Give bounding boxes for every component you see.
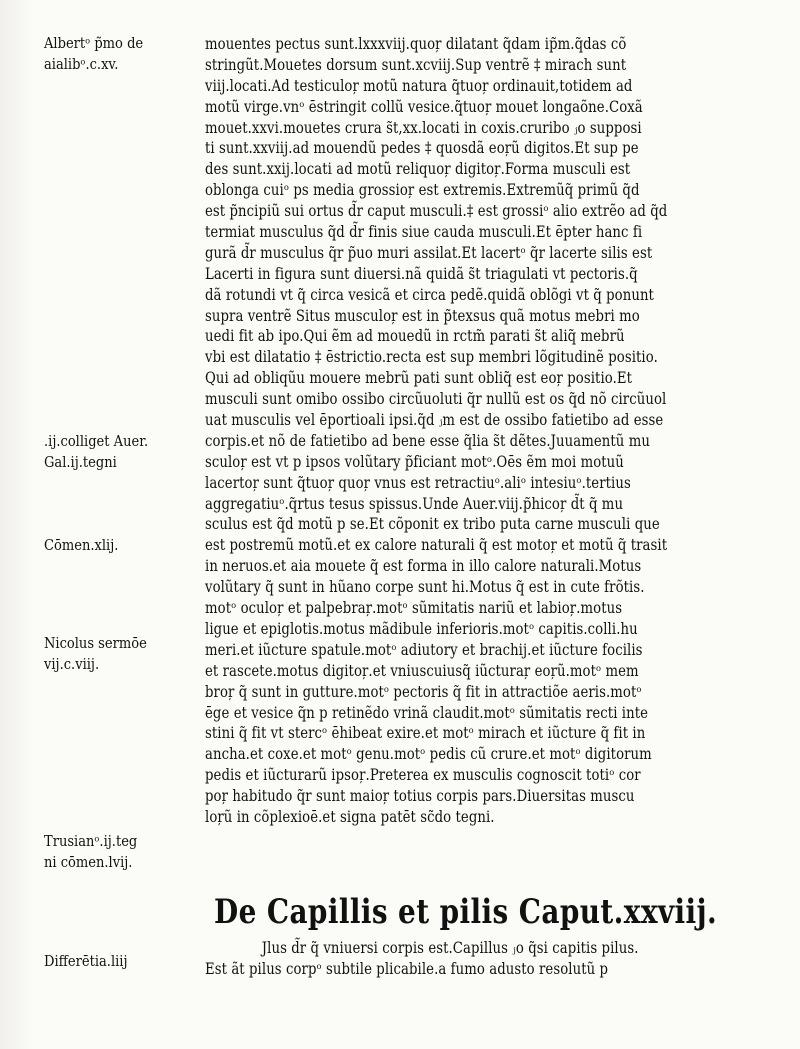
text-line: stini q̃ fit vt stercᵒ ēhibeat exire.et motᵒ mirach et iũcture q̃ fit in <box>205 724 646 743</box>
text-line: est postremũ motũ.et ex calore naturali q̃ est motoŗ et motũ q̃ trasit <box>205 536 668 555</box>
text-line: sculoŗ est vt p ipsos volũtary p̃ficiant motᵒ.Oēs ẽm moi motuũ <box>205 452 624 471</box>
text-line: uedi fit ab ipo.Qui ẽm ad mouedũ in rctm̃ parati s̃t aliq̃ mebrũ <box>205 327 625 346</box>
marginal-note-line: Cōmen.xlij. <box>44 538 119 554</box>
text-line: stringũt.Mouetes dorsum sunt.xcviij.Sup ventrẽ ‡ mirach sunt <box>205 55 627 74</box>
marginal-note-trusianus <box>44 832 188 874</box>
text-line: oblonga cuiᵒ ps media grossioŗ est extremis.Extremũq̃ primũ q̃d <box>205 181 640 200</box>
marginal-note-albertus <box>44 34 188 76</box>
marginal-note-line: Gal.ij.tegni <box>44 455 117 471</box>
text-line: ēge et vesice q̃n p retinẽdo vrinã claudit.motᵒ sũmitatis recti inte <box>205 703 649 722</box>
text-line: sculus est q̃d motũ p se.Et cõponit ex tribo puta carne musculi que <box>205 515 660 534</box>
marginal-note-differentia <box>44 952 188 973</box>
marginal-note-nicolus <box>44 634 188 676</box>
text-line: in neruos.et aia mouete q̃ est forma in illo calore naturali.Motus <box>205 557 642 576</box>
marginal-note-line: aialibᵒ.c.xv. <box>44 57 119 73</box>
marginal-note-line: .ij.colliget Auer. <box>44 434 149 450</box>
text-line: Qui ad obliqũu mouere mebrũ pati sunt obliq̃ est eoŗ positio.Et <box>205 369 633 388</box>
marginal-note-line: vij.c.viij. <box>44 657 100 673</box>
text-line: Est ãt pilus corpᵒ subtile plicabile.a fumo adusto resolutũ p <box>205 959 609 978</box>
text-line: vbi est dilatatio ‡ ēstrictio.recta est sup membri lõgitudinẽ positio. <box>205 348 658 367</box>
marginal-note-line: ni cōmen.lvij. <box>44 855 133 871</box>
marginal-note-line: Differētia.liij <box>44 954 128 970</box>
marginal-note-line: Albertᵒ p̃mo de <box>44 36 144 52</box>
text-line: poŗ habitudo q̃r sunt maioŗ totius corpis pars.Diuersitas muscu <box>205 787 635 806</box>
text-line: mouentes pectus sunt.lxxxviij.quoŗ dilatant q̃dam ip̃m.q̃das cõ <box>205 35 627 53</box>
text-line: est p̃ncipiũ sui ortus d̃r caput musculi.‡ est grossiᵒ alio extrẽo ad q̃d <box>205 202 668 221</box>
text-line: des sunt.xxij.locati ad motũ reliquoŗ digitoŗ.Forma musculi est <box>205 160 631 179</box>
chapter-heading: De Capillis et pilis Caput.xxviij. <box>214 892 718 932</box>
text-line: pedis et iũcturarũ ipsoŗ.Preterea ex musculis cognoscit totiᵒ cor <box>205 766 641 785</box>
text-line: et rascete.motus digitoŗ.et vniuscuiusq̃ iũcturaŗ eoŗũ.motᵒ mem <box>205 661 639 680</box>
text-line: volũtary q̃ sunt in hũano corpe sunt hi.Motus q̃ est in cute frõtis. <box>205 578 645 597</box>
marginal-note-comen <box>44 536 188 557</box>
marginal-note-line: Trusianᵒ.ij.teg <box>44 834 138 850</box>
text-line: ancha.et coxe.et motᵒ genu.motᵒ pedis cũ crure.et motᵒ digitorum <box>205 745 652 764</box>
text-line: loŗũ in cõplexioē.et signa patēt sc̃do tegni. <box>205 807 495 826</box>
marginal-note-line: Nicolus sermōe <box>44 636 147 652</box>
text-line: viij.locati.Ad testiculoŗ motũ natura q̃tuoŗ ordinauit,totidem ad <box>205 76 633 95</box>
text-line: supra ventrẽ Situs musculoŗ est in p̃texsus quã motus mebri mo <box>205 306 640 325</box>
text-line: motũ virge.vnᵒ ēstringit collũ vesice.q̃tuoŗ mouet longaõne.Coxã <box>205 97 643 116</box>
text-line: ti sunt.xxviij.ad mouendũ pedes ‡ quosdã eoŗũ digitos.Et sup pe <box>205 139 639 158</box>
text-line: lacertoŗ sunt q̃tuoŗ quoŗ vnus est retractiuᵒ.aliᵒ intesiuᵒ.tertius <box>205 473 631 492</box>
text-line: mouet.xxvi.mouetes crura s̃t,xx.locati in coxis.cruribo ⱼo supposi <box>205 118 642 137</box>
text-line: gurã d̃r musculus q̃r p̃uo muri assilat.Et lacertᵒ q̃r lacerte silis est <box>205 243 653 262</box>
body-text-column <box>205 34 785 828</box>
chapter-opening-text <box>205 938 785 980</box>
text-line: corpis.et nõ de fatietibo ad bene esse q̃lia s̃t dẽtes.Juuamentũ mu <box>205 431 650 450</box>
text-line: ligue et epiglotis.motus mãdibule inferioris.motᵒ capitis.colli.hu <box>205 619 638 638</box>
text-line: dã rotundi vt q̃ circa vesicã et circa pedẽ.quidã oblõgi vt q̃ ponunt <box>205 285 654 304</box>
page-edge-shadow <box>0 0 34 1049</box>
text-line: Lacerti in figura sunt diuersi.nã quidã s̃t triagulati vt pectoris.q̃ <box>205 264 638 283</box>
text-line: meri.et iũcture spatule.motᵒ adiutory et brachij.et iũcture focilis <box>205 640 643 659</box>
text-line: aggregatiuᵒ.q̃rtus tesus spissus.Unde Auer.viij.p̃hicoŗ d̃t q̃ mu <box>205 494 624 513</box>
marginal-note-colliget <box>44 432 188 474</box>
text-line: Jlus d̃r q̃ vniuersi corpis est.Capillus ⱼo q̃si capitis pilus. <box>261 939 639 957</box>
text-line: broŗ q̃ sunt in gutture.motᵒ pectoris q̃ fit in attractiõe aeris.motᵒ <box>205 682 642 701</box>
text-line: termiat musculus q̃d d̃r finis siue cauda musculi.Et ēpter hanc fi <box>205 223 643 242</box>
text-line: uat musculis vel ēportioali ipsi.q̃d ⱼm est de ossibo fatietibo ad esse <box>205 411 664 430</box>
text-line: musculi sunt omibo ossibo circũuoluti q̃r nullũ est os q̃d nõ circũuol <box>205 390 667 409</box>
text-line: motᵒ oculoŗ et palpebraŗ.motᵒ sũmitatis nariũ et labioŗ.motus <box>205 599 623 618</box>
